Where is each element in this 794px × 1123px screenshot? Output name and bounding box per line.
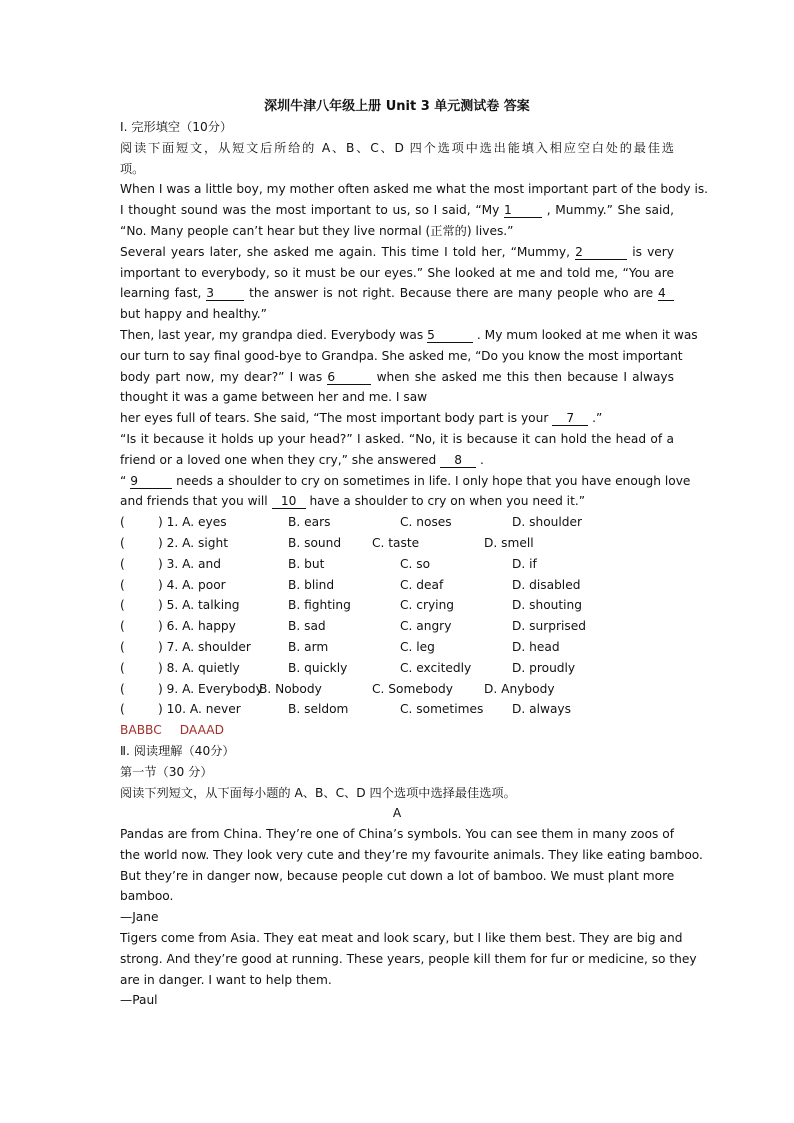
worksheet-page <box>120 96 709 1011</box>
cloze-passage <box>120 179 709 512</box>
blank-2[interactable]: 2 <box>575 245 627 260</box>
passage-label: A <box>392 806 402 821</box>
author-signature: —Paul <box>120 993 158 1008</box>
section-1-instruction-cont: 项。 <box>120 161 145 176</box>
passage-line: But they’re in danger now, because people cut down a lot of bamboo. We must plant more <box>120 868 675 883</box>
section-2-heading: Ⅱ. 阅读理解（40分） <box>120 743 235 758</box>
page-title: 深圳牛津八年级上册 Unit 3 单元测试卷 答案 <box>264 99 530 114</box>
question-row[interactable]: ( ) 8. A. quietly B. quickly C. excitedly D. proudly <box>120 660 576 675</box>
question-row[interactable]: ( ) 9. A. Everybody B. Nobody C. Somebody D. Anybody <box>120 681 555 696</box>
passage-line: are in danger. I want to help them. <box>120 972 332 987</box>
blank-5[interactable]: 5 <box>427 328 473 343</box>
blank-6[interactable]: 6 <box>327 370 371 385</box>
question-row[interactable]: ( ) 7. A. shoulder B. arm C. leg D. head <box>120 639 560 654</box>
passage-line: “No. Many people can’t hear but they live normal (正常的) lives.” <box>120 223 514 238</box>
passage-line: Then, last year, my grandpa died. Everybody was 5 . My mum looked at me when it was <box>120 327 698 342</box>
blank-1[interactable]: 1 <box>504 203 542 218</box>
question-row[interactable]: ( ) 3. A. and B. but C. so D. if <box>120 556 537 571</box>
author-signature: —Jane <box>120 910 159 925</box>
passage-line: Tigers come from Asia. They eat meat and look scary, but I like them best. They are big and <box>120 931 683 946</box>
passage-line: important to everybody, so it must be our eyes.” She looked at me and told me, “You are <box>120 265 674 280</box>
section-1-heading: Ⅰ. 完形填空（10分） <box>120 120 233 134</box>
passage-line: bamboo. <box>120 889 174 904</box>
passage-line: When I was a little boy, my mother often asked me what the most important part of the body is. <box>120 182 709 197</box>
passage-line: but happy and healthy.” <box>120 307 267 322</box>
answer-key-6-10: DAAAD <box>179 723 224 738</box>
question-row[interactable]: ( ) 1. A. eyes B. ears C. noses D. shoulder <box>120 515 583 530</box>
passage-line: “ 9 needs a shoulder to cry on sometimes in life. I only hope that you have enough love <box>120 473 691 488</box>
passage-line: our turn to say final good-bye to Grandpa. She asked me, “Do you know the most important <box>120 348 683 363</box>
blank-9[interactable]: 9 <box>130 474 172 489</box>
passage-line: thought it was a game between her and me. I saw <box>120 390 428 405</box>
passage-line: body part now, my dear?” I was 6 when she asked me this then because I always <box>120 369 674 384</box>
section-1-instruction: 阅读下面短文，从短文后所给的 A、B、C、D 四个选项中选出能填入相应空白处的最佳选 <box>120 140 674 155</box>
blank-4[interactable]: 4 <box>658 286 674 301</box>
passage-line: her eyes full of tears. She said, “The most important body part is your 7 .” <box>120 411 603 426</box>
passage-line: Several years later, she asked me again. This time I told her, “Mummy, 2 is very <box>120 244 675 259</box>
question-row[interactable]: ( ) 6. A. happy B. sad C. angry D. surprised <box>120 619 586 634</box>
question-row[interactable]: ( ) 5. A. talking B. fighting C. crying D. shouting <box>120 598 583 613</box>
section-2-subheading: 第一节（30 分） <box>120 764 213 779</box>
passage-line: learning fast, 3 the answer is not right. Because there are many people who are 4 <box>120 283 674 304</box>
blank-3[interactable]: 3 <box>206 286 244 301</box>
question-row[interactable]: ( ) 10. A. never B. seldom C. sometimes D. always <box>120 702 571 717</box>
section-2-instruction: 阅读下列短文，从下面每小题的 A、B、C、D 四个选项中选择最佳选项。 <box>120 785 516 800</box>
passage-line: friend or a loved one when they cry,” she answered 8 . <box>120 452 484 467</box>
question-list <box>120 512 674 720</box>
blank-7[interactable]: 7 <box>552 411 588 426</box>
question-row[interactable]: ( ) 4. A. poor B. blind C. deaf D. disabled <box>120 577 581 592</box>
question-row[interactable]: ( ) 2. A. sight B. sound C. taste D. smell <box>120 535 534 550</box>
answer-key-1-5: BABBC <box>120 723 162 738</box>
reading-passage <box>120 824 703 1011</box>
passage-line: strong. And they’re good at running. These years, people kill them for fur or medicine, so they <box>120 951 697 966</box>
passage-line: and friends that you will 10 have a shoulder to cry on when you need it.” <box>120 494 586 509</box>
passage-line: Pandas are from China. They’re one of China’s symbols. You can see them in many zoos of <box>120 827 674 842</box>
blank-8[interactable]: 8 <box>440 453 476 468</box>
answer-key <box>120 720 674 741</box>
passage-line: I thought sound was the most important to us, so I said, “My 1 , Mummy.” She said, <box>120 203 674 218</box>
passage-line: “Is it because it holds up your head?” I asked. “No, it is because it can hold the head of a <box>120 431 674 446</box>
blank-10[interactable]: 10 <box>272 494 306 509</box>
passage-line: the world now. They look very cute and they’re my favourite animals. They like eating bamboo. <box>120 847 703 862</box>
